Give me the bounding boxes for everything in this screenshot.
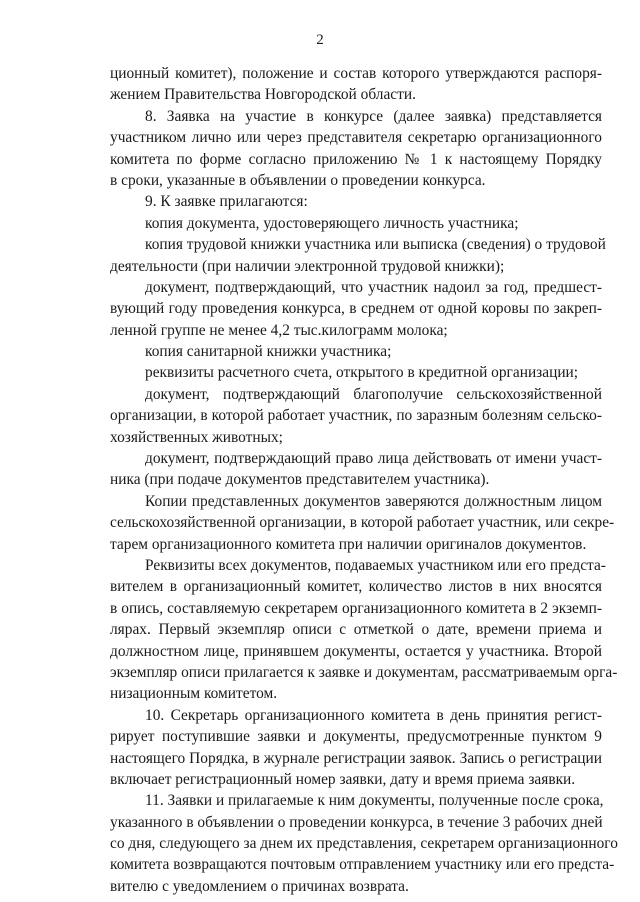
text-line: копия санитарной книжки участника;: [145, 343, 392, 361]
text-line: документ, подтверждающий благополучие сельскохозяйственной: [145, 385, 602, 403]
text-line: настоящего Порядка, в журнале регистрации заявок. Запись о регистрации: [110, 749, 602, 767]
text-line: вителем в организационный комитет, количество листов в них вносятся: [110, 578, 602, 596]
text-line: рирует поступившие заявки и документы, предусмотренные пунктом 9: [110, 728, 602, 746]
text-line: деятельности (при наличии электронной трудовой книжки);: [110, 257, 505, 275]
text-line: включает регистрационный номер заявки, дату и время приема заявки.: [110, 770, 576, 788]
text-line: документ, подтверждающий право лица действовать от имени участ-: [145, 450, 602, 468]
text-line: в опись, составляемую секретарем организационного комитета в 2 экземп-: [110, 599, 602, 617]
text-line: тарем организационного комитета при наличии оригиналов документов.: [110, 535, 587, 553]
text-line: реквизиты расчетного счета, открытого в кредитной организации;: [145, 364, 579, 382]
text-line: экземпляр описи прилагается к заявке и документам, рассматриваемым орга-: [110, 663, 618, 681]
text-line: комитета по форме согласно приложению № 1 к настоящему Порядку: [110, 150, 602, 168]
text-line: хозяйственных животных;: [110, 428, 283, 446]
text-line: участником лично или через представителя секретарю организационного: [110, 129, 602, 147]
page-number: 2: [316, 32, 324, 48]
text-line: комитета возвращаются почтовым отправлением участнику или его предста-: [110, 856, 615, 874]
text-line: ционный комитет), положение и состав которого утверждаются распоря-: [110, 65, 602, 82]
text-line: в сроки, указанные в объявлении о проведении конкурса.: [110, 171, 486, 189]
text-line: вующий году проведения конкурса, в среднем от одной коровы по закреп-: [110, 300, 602, 318]
text-line: низационным комитетом.: [110, 685, 278, 703]
text-line: ника (при подаче документов представителем участника).: [110, 471, 490, 489]
text-line: 10. Секретарь организационного комитета в день принятия регист-: [145, 706, 602, 724]
text-line: жением Правительства Новгородской области.: [110, 86, 416, 104]
text-line: сельскохозяйственной организации, в которой работает участник, или секре-: [110, 514, 615, 532]
text-line: 9. К заявке прилагаются:: [145, 193, 308, 211]
text-line: 11. Заявки и прилагаемые к ним документы, полученные после срока,: [145, 792, 604, 810]
text-line: лярах. Первый экземпляр описи с отметкой о дате, времени приема и: [110, 621, 602, 639]
text-line: ленной группе не менее 4,2 тыс.килограмм молока;: [110, 321, 448, 339]
text-line: Копии представленных документов заверяются должностным лицом: [145, 492, 602, 510]
text-line: организации, в которой работает участник, по заразным болезням сельско-: [110, 407, 602, 425]
text-line: вителю с уведомлением о причинах возврата.: [110, 877, 409, 895]
text-line: документ, подтверждающий, что участник надоил за год, предшест-: [145, 278, 602, 296]
text-line: со дня, следующего за днем их представления, секретарем организационного: [110, 835, 618, 853]
document-body: [110, 63, 618, 897]
text-line: 8. Заявка на участие в конкурсе (далее заявка) представляется: [145, 107, 602, 125]
text-line: Реквизиты всех документов, подаваемых участником или его предста-: [145, 556, 606, 574]
text-line: копия трудовой книжки участника или выписка (сведения) о трудовой: [145, 236, 606, 254]
text-line: указанного в объявлении о проведении конкурса, в течение 3 рабочих дней: [110, 813, 603, 831]
text-line: копия документа, удостоверяющего личность участника;: [145, 214, 519, 232]
text-line: должностном лице, принявшем документы, остается у участника. Второй: [110, 642, 602, 660]
